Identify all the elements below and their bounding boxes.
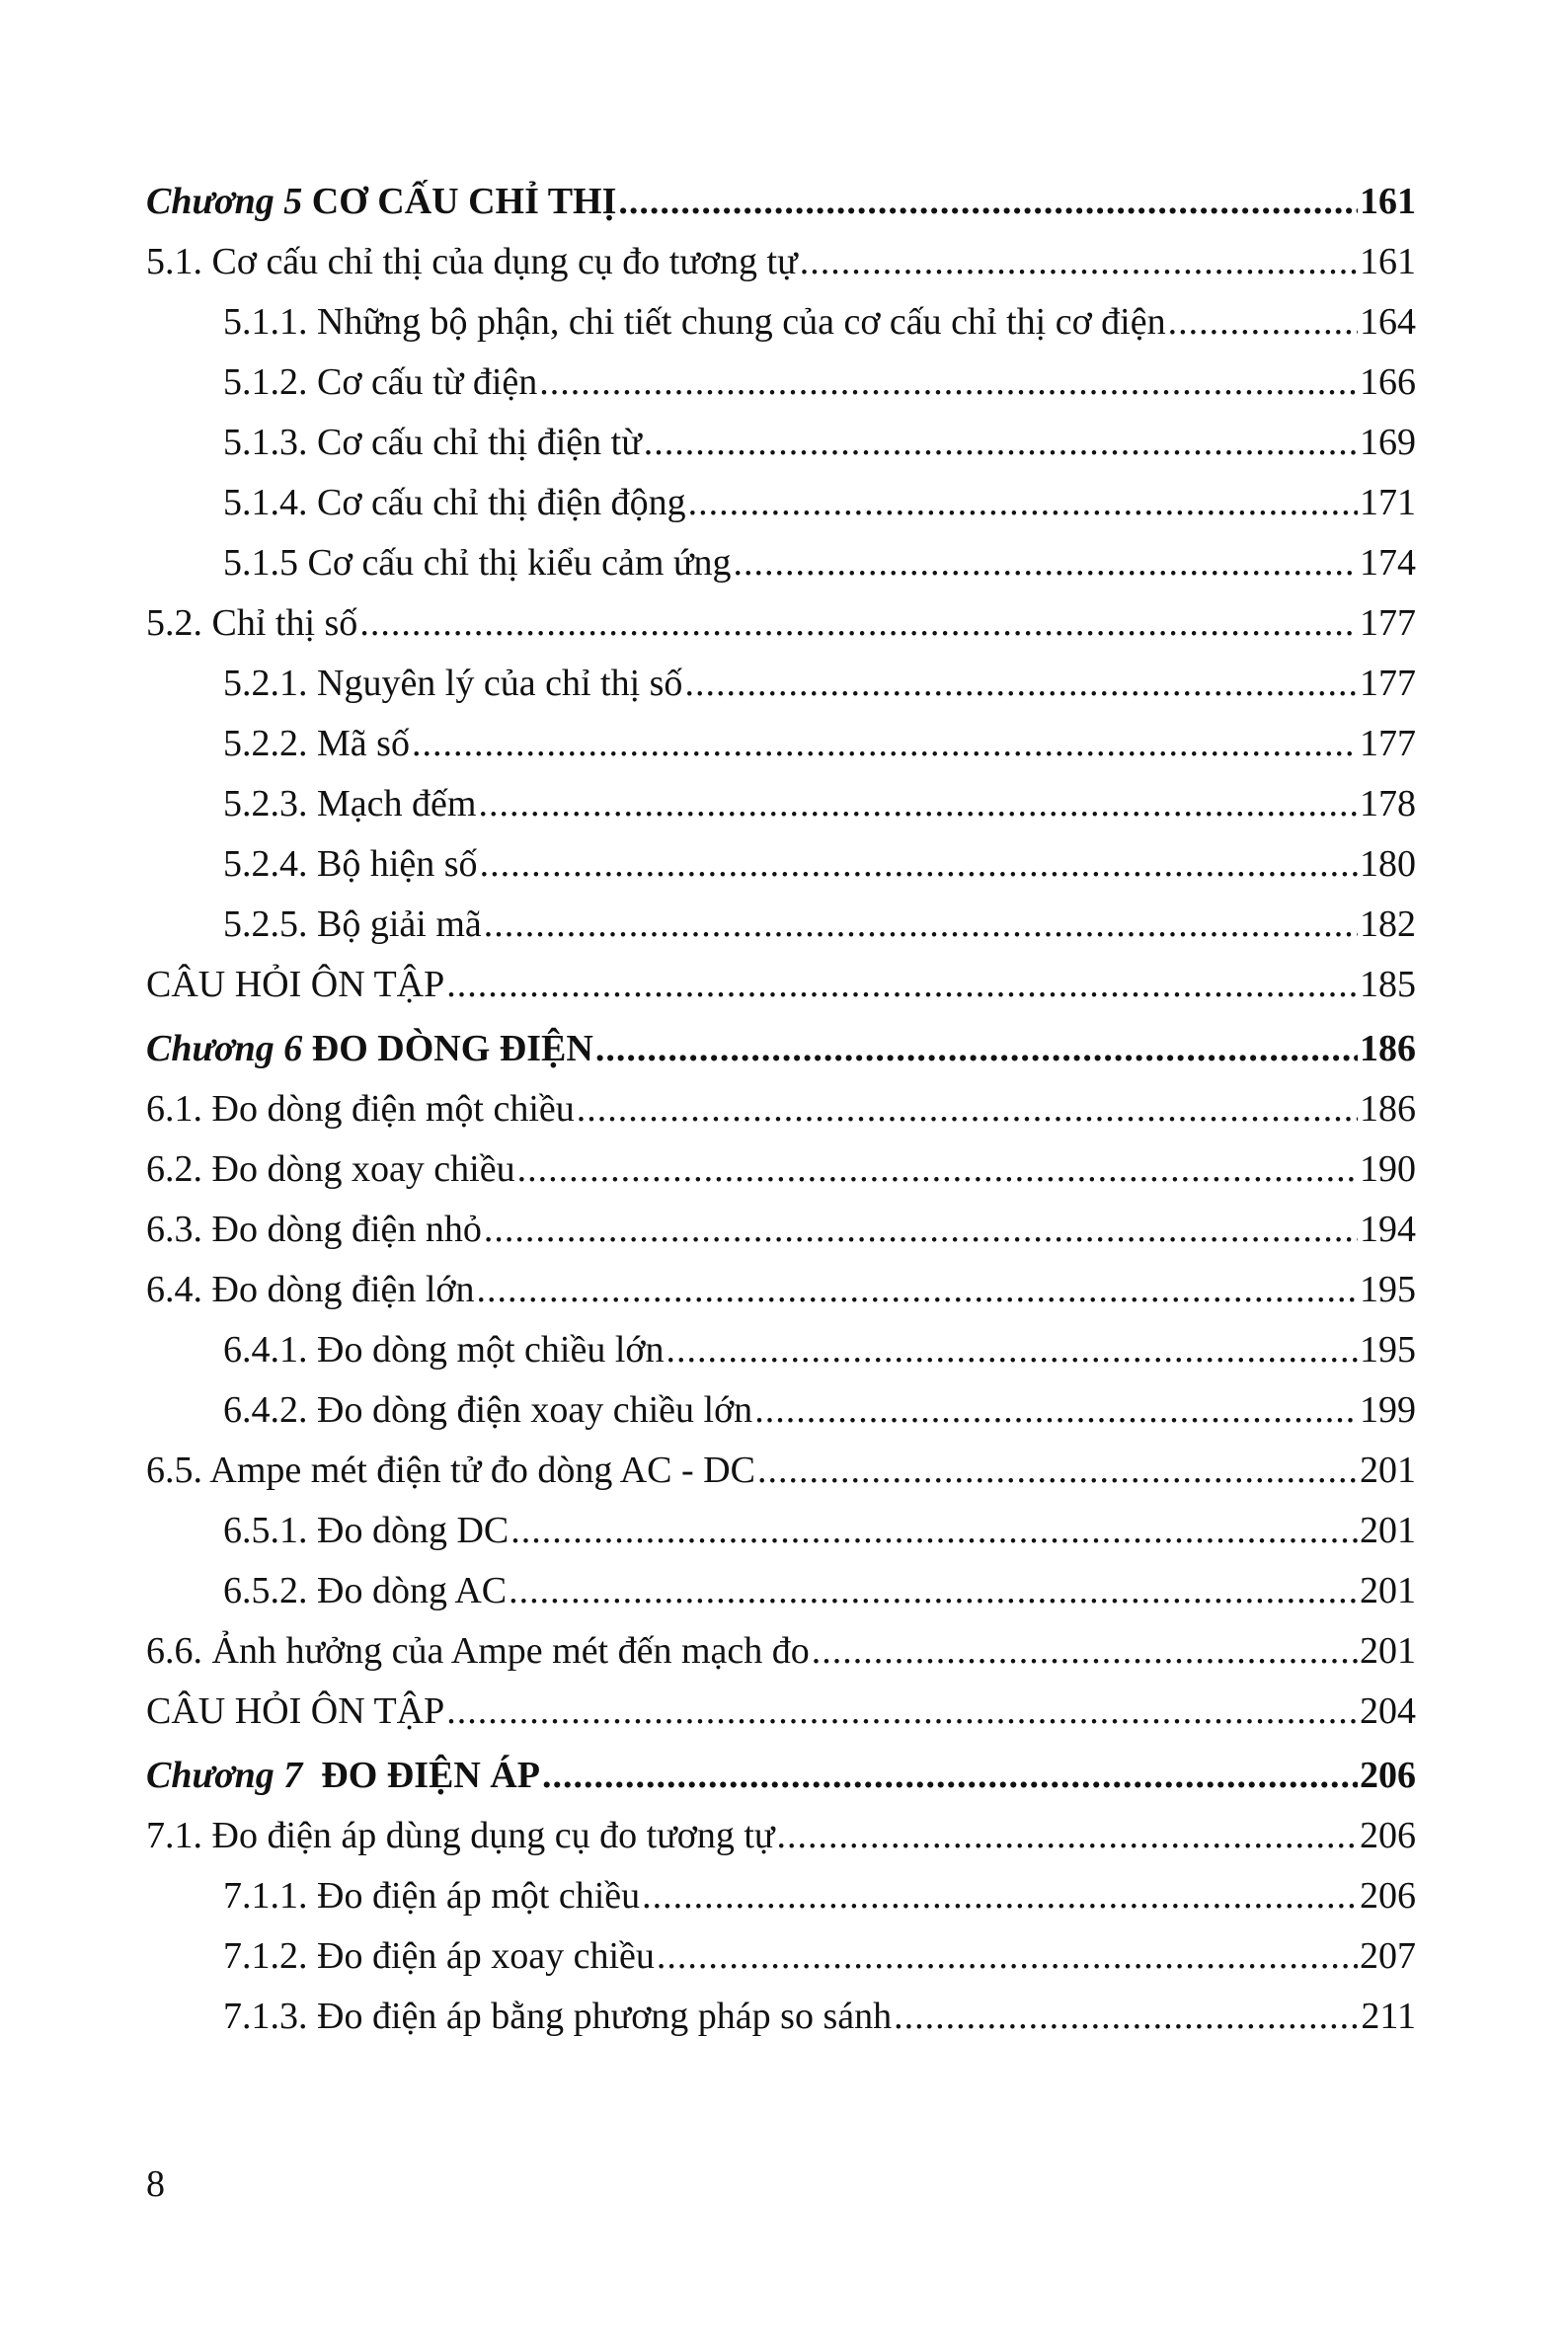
entry-label: 7.1. Đo điện áp dùng dụng cụ đo tương tự	[146, 1815, 775, 1856]
page-ref: 164	[1360, 301, 1416, 343]
entry-label: 7.1.2. Đo điện áp xoay chiều	[223, 1935, 655, 1977]
entry-label: 5.2.1. Nguyên lý của chỉ thị số	[223, 663, 683, 704]
dot-leader	[412, 714, 1358, 774]
entry-label: 5.2.3. Mạch đếm	[223, 783, 477, 824]
entry-label: 6.5.2. Đo dòng AC	[223, 1570, 508, 1611]
page-ref: 201	[1360, 1450, 1416, 1491]
entry-label: 5.2.5. Bộ giải mã	[223, 903, 482, 945]
chapter-heading: Chương 7 ĐO ĐIỆN ÁP	[146, 1755, 540, 1796]
page-ref: 195	[1360, 1329, 1416, 1371]
toc-chapter-6[interactable]	[146, 1019, 1416, 1079]
dot-leader	[642, 1866, 1358, 1926]
entry-label: 6.4.1. Đo dòng một chiều lớn	[223, 1329, 665, 1371]
toc-entry[interactable]	[146, 1501, 1416, 1561]
dot-leader	[478, 774, 1358, 834]
dot-leader	[644, 413, 1358, 473]
page-ref: 194	[1360, 1209, 1416, 1250]
dot-leader	[800, 232, 1358, 292]
toc-entry[interactable]	[146, 413, 1416, 473]
page-ref: 206	[1360, 1815, 1416, 1856]
entry-label: 5.1.1. Những bộ phận, chi tiết chung của cơ cấu chỉ thị cơ điện	[223, 301, 1166, 343]
page-ref: 199	[1360, 1389, 1416, 1431]
toc-entry[interactable]	[146, 593, 1416, 654]
entry-label: 7.1.1. Đo điện áp một chiều	[223, 1875, 641, 1917]
entry-label: 5.2. Chỉ thị số	[146, 602, 358, 644]
page-ref: 182	[1360, 903, 1416, 945]
entry-label: 6.5. Ampe mét điện tử đo dòng AC - DC	[146, 1450, 755, 1491]
dot-leader	[595, 1019, 1358, 1079]
dot-leader	[1168, 292, 1358, 353]
toc-entry[interactable]	[146, 1926, 1416, 1987]
entry-label: 5.1.3. Cơ cấu chỉ thị điện từ	[223, 422, 642, 463]
dot-leader	[757, 1441, 1358, 1501]
entry-label: 6.3. Đo dòng điện nhỏ	[146, 1209, 482, 1250]
page-ref: 180	[1360, 843, 1416, 885]
page-ref: 201	[1360, 1510, 1416, 1551]
page-ref: 171	[1360, 482, 1416, 523]
dot-leader	[359, 593, 1358, 654]
dot-leader	[484, 895, 1358, 955]
dot-leader	[894, 1987, 1359, 2047]
page-ref: 177	[1360, 723, 1416, 764]
dot-leader	[480, 834, 1358, 895]
toc-entry[interactable]	[146, 1320, 1416, 1380]
entry-label: 6.1. Đo dòng điện một chiều	[146, 1088, 575, 1130]
toc-entry[interactable]	[146, 774, 1416, 834]
page-ref: 206	[1360, 1875, 1416, 1917]
table-of-contents	[146, 168, 1416, 2047]
dot-leader	[618, 172, 1358, 232]
entry-label: 6.6. Ảnh hưởng của Ampe mét đến mạch đo	[146, 1630, 810, 1672]
page-ref: 195	[1360, 1269, 1416, 1310]
dot-leader	[510, 1501, 1358, 1561]
page-ref: 177	[1360, 602, 1416, 644]
toc-entry[interactable]	[146, 955, 1416, 1015]
page-ref: 185	[1360, 964, 1416, 1005]
dot-leader	[484, 1200, 1358, 1260]
page-ref: 190	[1360, 1148, 1416, 1190]
page-ref: 177	[1360, 663, 1416, 704]
chapter-heading: Chương 5 CƠ CẤU CHỈ THỊ	[146, 181, 617, 222]
dot-leader	[542, 1746, 1358, 1806]
dot-leader	[684, 654, 1358, 714]
toc-entry[interactable]	[146, 895, 1416, 955]
entry-label: 6.2. Đo dòng xoay chiều	[146, 1148, 515, 1190]
toc-entry[interactable]	[146, 1866, 1416, 1926]
dot-leader	[734, 533, 1358, 593]
dot-leader	[777, 1806, 1359, 1866]
page-ref: 206	[1360, 1755, 1416, 1796]
entry-label: CÂU HỎI ÔN TẬP	[146, 1690, 445, 1732]
entry-label: 5.1. Cơ cấu chỉ thị của dụng cụ đo tương tự	[146, 241, 798, 282]
entry-label: 6.4. Đo dòng điện lớn	[146, 1269, 475, 1310]
dot-leader	[812, 1621, 1358, 1682]
dot-leader	[666, 1320, 1359, 1380]
page-ref: 186	[1360, 1088, 1416, 1130]
entry-label: CÂU HỎI ÔN TẬP	[146, 964, 445, 1005]
toc-entry[interactable]	[146, 1621, 1416, 1682]
entry-label: 5.1.5 Cơ cấu chỉ thị kiểu cảm ứng	[223, 542, 732, 584]
toc-entry[interactable]	[146, 1200, 1416, 1260]
entry-label: 5.2.2. Mã số	[223, 723, 410, 764]
dot-leader	[657, 1926, 1358, 1987]
toc-entry[interactable]	[146, 1441, 1416, 1501]
page-ref: 211	[1361, 1996, 1416, 2037]
entry-label: 7.1.3. Đo điện áp bằng phương pháp so sánh	[223, 1996, 893, 2037]
page-ref: 204	[1360, 1690, 1416, 1732]
entry-label: 6.4.2. Đo dòng điện xoay chiều lớn	[223, 1389, 753, 1431]
page-ref: 161	[1360, 241, 1416, 282]
toc-entry[interactable]	[146, 834, 1416, 895]
page-ref: 178	[1360, 783, 1416, 824]
dot-leader	[446, 955, 1358, 1015]
toc-entry[interactable]	[146, 1561, 1416, 1621]
toc-entry[interactable]	[146, 1987, 1416, 2047]
toc-chapter-5[interactable]	[146, 172, 1416, 232]
chapter-heading: Chương 6 ĐO DÒNG ĐIỆN	[146, 1028, 593, 1069]
page-ref: 201	[1360, 1630, 1416, 1672]
page-ref: 207	[1360, 1935, 1416, 1977]
dot-leader	[477, 1260, 1358, 1320]
toc-entry[interactable]	[146, 533, 1416, 593]
toc-entry[interactable]	[146, 1139, 1416, 1200]
dot-leader	[446, 1682, 1358, 1742]
entry-label: 5.1.4. Cơ cấu chỉ thị điện động	[223, 482, 686, 523]
toc-entry[interactable]	[146, 473, 1416, 533]
entry-label: 5.2.4. Bộ hiện số	[223, 843, 478, 885]
dot-leader	[509, 1561, 1358, 1621]
toc-entry[interactable]	[146, 1806, 1416, 1866]
toc-entry[interactable]	[146, 1079, 1416, 1139]
page-number: 8	[146, 2163, 165, 2205]
dot-leader	[754, 1380, 1358, 1441]
toc-entry[interactable]	[146, 1260, 1416, 1320]
toc-entry[interactable]	[146, 1380, 1416, 1441]
page-ref: 166	[1360, 361, 1416, 403]
dot-leader	[688, 473, 1358, 533]
dot-leader	[577, 1079, 1358, 1139]
page-ref: 201	[1360, 1570, 1416, 1611]
toc-entry[interactable]	[146, 714, 1416, 774]
page-ref: 174	[1360, 542, 1416, 584]
toc-entry[interactable]	[146, 353, 1416, 413]
entry-label: 5.1.2. Cơ cấu từ điện	[223, 361, 538, 403]
dot-leader	[539, 353, 1358, 413]
toc-entry[interactable]	[146, 654, 1416, 714]
page-ref: 161	[1360, 181, 1416, 222]
page-ref: 186	[1360, 1028, 1416, 1069]
entry-label: 6.5.1. Đo dòng DC	[223, 1510, 510, 1551]
page-ref: 169	[1360, 422, 1416, 463]
toc-entry[interactable]	[146, 1682, 1416, 1742]
toc-entry[interactable]	[146, 292, 1416, 353]
dot-leader	[517, 1139, 1358, 1200]
toc-chapter-7[interactable]	[146, 1746, 1416, 1806]
toc-entry[interactable]	[146, 232, 1416, 292]
